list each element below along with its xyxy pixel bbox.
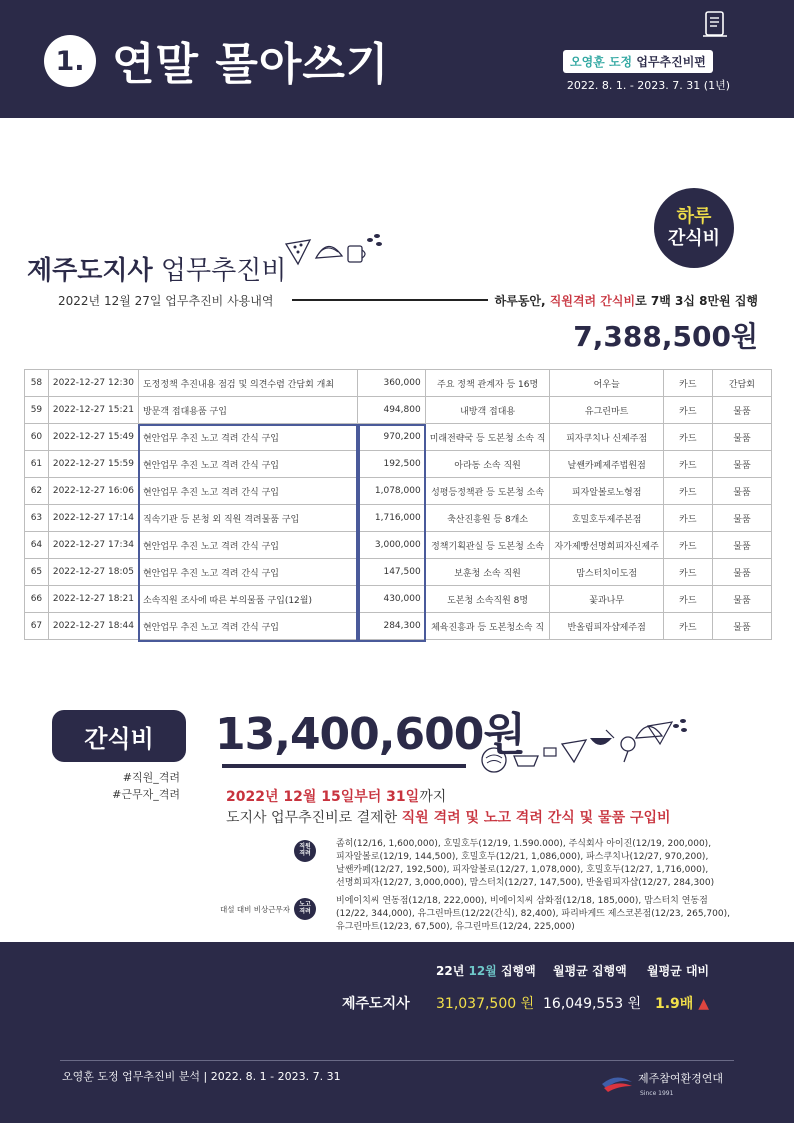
date-range [226, 786, 446, 806]
cell-amount: 970,200 [358, 424, 425, 451]
cell-amount: 430,000 [358, 586, 425, 613]
cell-method: 카드 [663, 532, 712, 559]
food-doodle-icon [284, 232, 384, 266]
cell-no: 63 [25, 505, 49, 532]
stat-head-december [436, 962, 536, 979]
cell-purpose: 현안업무 추진 노고 격려 간식 구입 [138, 559, 357, 586]
document-icon [703, 10, 727, 38]
cell-target: 보훈청 소속 직원 [425, 559, 550, 586]
cell-place: 피자쿠치나 신제주점 [550, 424, 663, 451]
usage-summary-suffix: 로 7백 3십 8만원 집행 [635, 294, 758, 308]
cell-purpose: 현안업무 추진 노고 격려 간식 구입 [138, 478, 357, 505]
table-row [25, 397, 772, 424]
cell-method: 카드 [663, 451, 712, 478]
cell-method: 카드 [663, 559, 712, 586]
stat-head-december-month: 12월 [468, 964, 497, 978]
table-row [25, 559, 772, 586]
cell-datetime: 2022-12-27 15:59 [48, 451, 138, 478]
usage-summary-highlight: 직원격려 간식비 [549, 294, 636, 308]
effort-detail-list [336, 895, 730, 934]
badge-label: 업무추진비편 [636, 55, 706, 69]
stat-head-monthly-avg: 월평균 집행액 [553, 964, 627, 978]
header-badge [563, 50, 713, 73]
cell-purpose: 현안업무 추진 노고 격려 간식 구입 [138, 613, 357, 640]
cell-target: 정책기획관실 등 도본청 소속 [425, 532, 550, 559]
hashtags [112, 770, 180, 803]
staff-encouragement-badge: 직원 격려 [294, 840, 316, 862]
cell-datetime: 2022-12-27 16:06 [48, 478, 138, 505]
cell-type: 물품 [712, 397, 771, 424]
cell-purpose: 방문객 접대용품 구입 [138, 397, 357, 424]
badge-name: 오영훈 도정 [570, 55, 633, 69]
cell-method: 카드 [663, 397, 712, 424]
stat-head-december-prefix: 22년 [436, 964, 469, 978]
effort-encouragement-badge: 노고 격려 [294, 898, 316, 920]
cell-target: 축산진흥원 등 8개소 [425, 505, 550, 532]
cell-purpose: 도정정책 추진내용 점검 및 의견수렴 간담회 개최 [138, 370, 357, 397]
increase-triangle-icon: ▲ [698, 996, 709, 1012]
expense-table [24, 369, 772, 640]
cell-no: 58 [25, 370, 49, 397]
snack-circle-line1: 하루 [676, 205, 712, 227]
cell-datetime: 2022-12-27 12:30 [48, 370, 138, 397]
staff-detail-line: 날쌘카페(12/27, 192,500), 피자알볼로(12/27, 1,078,000), 호밀호두(12/27, 1,716,000), [336, 865, 709, 876]
table-row [25, 370, 772, 397]
date-range-highlight: 2022년 12월 15일부터 31일 [226, 789, 420, 805]
cell-no: 66 [25, 586, 49, 613]
cell-target: 체육진흥과 등 도본청소속 직 [425, 613, 550, 640]
cell-place: 호밀호두제주본점 [550, 505, 663, 532]
snack-circle-badge [654, 188, 734, 268]
usage-subtitle: 2022년 12월 27일 업무추진비 사용내역 [58, 294, 274, 308]
stat-head-ratio: 월평균 대비 [647, 964, 710, 978]
cell-amount: 1,078,000 [358, 478, 425, 505]
emergency-worker-label: 대설 대비 비상근무자 [220, 905, 290, 914]
logo-since: Since 1991 [640, 1090, 674, 1097]
cell-no: 60 [25, 424, 49, 451]
cell-datetime: 2022-12-27 18:21 [48, 586, 138, 613]
snack-total-amount: 13,400,600원 [215, 709, 525, 760]
section-title [27, 250, 286, 287]
cell-place: 반올림피자샵제주점 [550, 613, 663, 640]
cell-amount: 494,800 [358, 397, 425, 424]
cell-no: 64 [25, 532, 49, 559]
cell-no: 62 [25, 478, 49, 505]
cell-type: 물품 [712, 478, 771, 505]
cell-method: 카드 [663, 424, 712, 451]
logo-name: 제주참여환경연대 [638, 1072, 724, 1085]
cell-place: 자가제빵선명희피자신제주 [550, 532, 663, 559]
stat-head-december-suffix: 집행액 [496, 964, 536, 978]
cell-amount: 360,000 [358, 370, 425, 397]
snack-tag: 간식비 [52, 710, 186, 762]
cell-amount: 1,716,000 [358, 505, 425, 532]
cell-place: 맘스터치이도점 [550, 559, 663, 586]
table-row [25, 532, 772, 559]
cell-no: 67 [25, 613, 49, 640]
usage-summary-prefix: 하루동안, [494, 294, 550, 308]
cell-purpose: 현안업무 추진 노고 격려 간식 구입 [138, 424, 357, 451]
cell-place: 어우늘 [550, 370, 663, 397]
cell-place: 꽃과나무 [550, 586, 663, 613]
snack-circle-line2: 간식비 [667, 228, 721, 249]
cell-type: 물품 [712, 424, 771, 451]
cell-target: 주요 정책 관계자 등 16명 [425, 370, 550, 397]
daily-total-amount: 7,388,500원 [573, 320, 758, 353]
usage-summary [495, 292, 758, 309]
cell-purpose: 직속기관 등 본청 외 직원 격려물품 구입 [138, 505, 357, 532]
cell-target: 성평등정책관 등 도본청 소속 [425, 478, 550, 505]
cell-type: 물품 [712, 505, 771, 532]
cell-type: 물품 [712, 451, 771, 478]
cell-method: 카드 [663, 370, 712, 397]
table-row [25, 424, 772, 451]
stat-ratio [655, 993, 709, 1013]
footer-text: 오영훈 도정 업무추진비 분석 | 2022. 8. 1 - 2023. 7. 31 [62, 1070, 341, 1083]
cell-datetime: 2022-12-27 18:44 [48, 613, 138, 640]
amount-underline [222, 764, 466, 768]
cell-target: 미래전략국 등 도본청 소속 직 [425, 424, 550, 451]
cell-purpose: 현안업무 추진 노고 격려 간식 구입 [138, 532, 357, 559]
cell-place: 피자알볼로노형점 [550, 478, 663, 505]
table-row [25, 505, 772, 532]
cell-purpose: 현안업무 추진 노고 격려 간식 구입 [138, 451, 357, 478]
cell-purpose: 소속직원 조사에 따른 부의물품 구입(12월) [138, 586, 357, 613]
footer-divider [60, 1060, 734, 1061]
cell-no: 61 [25, 451, 49, 478]
hashtag-staff: #직원_격려 [122, 771, 180, 784]
snack-description-prefix: 도지사 업무추진비로 결제한 [226, 810, 402, 826]
staff-detail-line: 좀히(12/16, 1,600,000), 호밀호두(12/19, 1.590.000), 주식회사 아이진(12/19, 200,000), [336, 839, 712, 849]
date-range-suffix: 까지 [419, 789, 447, 805]
effort-detail-line: 비에이치씨 연동점(12/18, 222,000), 비에이치씨 삼화점(12/18, 185,000), 맘스터치 연동점 [336, 896, 708, 906]
cell-no: 65 [25, 559, 49, 586]
cell-amount: 3,000,000 [358, 532, 425, 559]
cell-method: 카드 [663, 505, 712, 532]
cell-no: 59 [25, 397, 49, 424]
table-row [25, 478, 772, 505]
hashtag-workers: #근무자_격려 [112, 787, 180, 801]
snack-description [226, 807, 671, 827]
cell-amount: 284,300 [358, 613, 425, 640]
staff-detail-line: 피자알볼로(12/19, 144,500), 호밀호두(12/21, 1,086,000), 파스쿠치나(12/27, 970,200), [336, 852, 709, 863]
cell-target: 아라동 소속 직원 [425, 451, 550, 478]
stat-ratio-value: 1.9배 [655, 996, 694, 1012]
cell-place: 날쌘카페제주법원점 [550, 451, 663, 478]
effort-detail-line: (12/22, 344,000), 유그린마트(12/22(간식), 82,400), 파리바게뜨 제스코본점(12/23, 265,700), [336, 909, 730, 920]
food-doodle-icon-2 [478, 716, 690, 774]
cell-place: 유그린마트 [550, 397, 663, 424]
cell-amount: 192,500 [358, 451, 425, 478]
organization-logo [600, 1068, 736, 1098]
stat-avg-amount: 16,049,553 원 [543, 996, 642, 1012]
cell-method: 카드 [663, 586, 712, 613]
header-period: 2022. 8. 1. - 2023. 7. 31 (1년) [566, 79, 730, 92]
cell-method: 카드 [663, 478, 712, 505]
cell-type: 물품 [712, 532, 771, 559]
cell-target: 도본청 소속직원 8명 [425, 586, 550, 613]
cell-target: 내방객 접대용 [425, 397, 550, 424]
table-row [25, 451, 772, 478]
stat-exec-amount: 31,037,500 원 [436, 996, 535, 1012]
page-title: 연말 몰아쓰기 [112, 39, 390, 90]
section-title-bold: 제주도지사 [27, 256, 153, 286]
cell-amount: 147,500 [358, 559, 425, 586]
divider [292, 299, 488, 301]
cell-type: 물품 [712, 613, 771, 640]
staff-detail-list [336, 838, 714, 890]
cell-datetime: 2022-12-27 15:21 [48, 397, 138, 424]
cell-datetime: 2022-12-27 17:34 [48, 532, 138, 559]
cell-datetime: 2022-12-27 18:05 [48, 559, 138, 586]
stat-row-label: 제주도지사 [342, 996, 410, 1012]
section-title-rest: 업무추진비 [152, 256, 287, 286]
effort-detail-line: 유그린마트(12/23, 67,500), 유그린마트(12/24, 225,000) [336, 922, 575, 933]
cell-method: 카드 [663, 613, 712, 640]
snack-description-highlight: 직원 격려 및 노고 격려 간식 및 물품 구입비 [401, 810, 671, 826]
cell-type: 물품 [712, 586, 771, 613]
cell-type: 간담회 [712, 370, 771, 397]
staff-detail-line: 선명희피자(12/27, 3,000,000), 맘스터치(12/27, 147,500), 반올림피자샵(12/27, 284,300) [336, 878, 715, 889]
table-row [25, 613, 772, 640]
cell-datetime: 2022-12-27 17:14 [48, 505, 138, 532]
section-number: 1. [44, 35, 96, 87]
table-row [25, 586, 772, 613]
cell-type: 물품 [712, 559, 771, 586]
cell-datetime: 2022-12-27 15:49 [48, 424, 138, 451]
